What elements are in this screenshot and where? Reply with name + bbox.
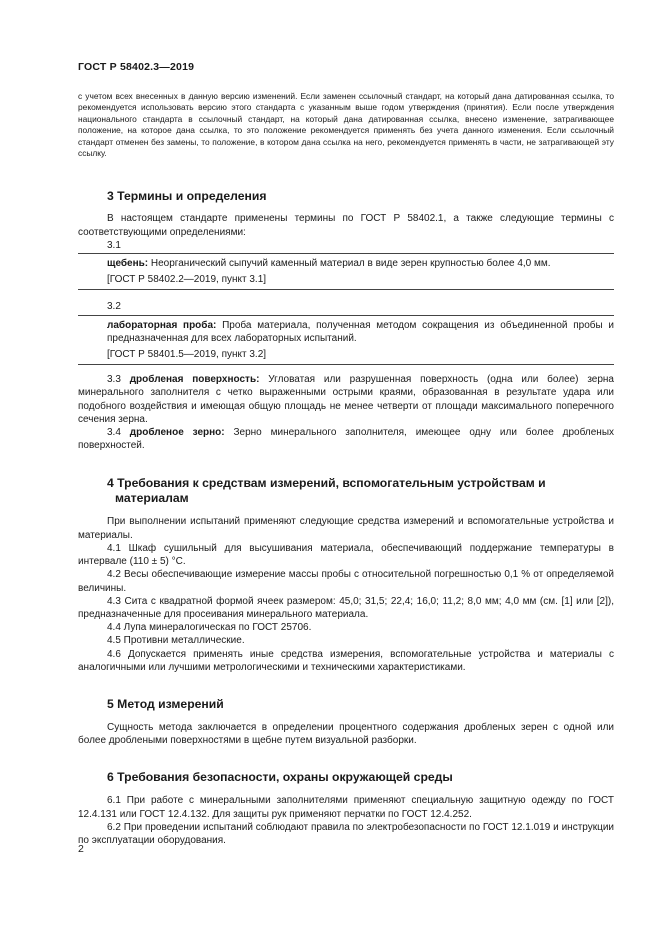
term-source-3-2: [ГОСТ Р 58401.5—2019, пункт 3.2] <box>107 349 267 361</box>
term-number-3-2: 3.2 <box>107 301 121 313</box>
term-definition-3-1 <box>107 257 614 270</box>
standard-header: ГОСТ Р 58402.3—2019 <box>78 61 195 73</box>
term-definition-3-2 <box>107 319 614 345</box>
term-name: щебень: <box>107 258 149 270</box>
intro-text: с учетом всех внесенных в данную версию изменений. Если заменен ссылочный стандарт, на который дана датированная ссылка, то рекомендуется использовать версию этого стандарта с указанным выше годом утверждения (принятия). Если после утверждения национального стандарта в ссылочный стандарт, на который дана датированная ссылка, внесено изменение, затрагивающее положение, на которое дана ссылка, то это положение рекомендуется применять без учета данного изменения. Если ссылочный стандарт отменен без замены, то положение, в котором дана ссылка на него, рекомендуется применять в части, не затрагивающей эту ссылку. <box>78 91 614 159</box>
page-content <box>78 91 614 847</box>
term-def: Угловатая или разрушенная поверхность (одна или более) зерна минерального заполнителя с четко выраженными острыми краями, образованная в результате удара или подобного воздействия и имеющая общую площадь не менее четверти от площади максимального поперечного сечения зерна. <box>78 374 614 425</box>
section-4-paragraph: 4.1 Шкаф сушильный для высушивания материала, обеспечивающий поддержание температуры в интервале (110 ± 5) °С. <box>78 542 614 568</box>
section-5-paragraph: Сущность метода заключается в определении процентного содержания дробленых зерен с одной или более дроблеными поверхностями в щебне путем визуальной разборки. <box>78 721 614 747</box>
section-4-paragraph: 4.2 Весы обеспечивающие измерение массы пробы с относительной погрешностью 0,1 % от определяемой величины. <box>78 569 614 594</box>
term-number: 3.4 <box>107 427 130 439</box>
term-source-3-1: [ГОСТ Р 58402.2—2019, пункт 3.1] <box>107 274 267 286</box>
section-4-paragraph: 4.5 Противни металлические. <box>107 635 245 647</box>
section-6-paragraph: 6.1 При работе с минеральными заполнителями применяют специальную защитную одежду по ГОСТ 12.4.131 или ГОСТ 12.4.132. Для защиты рук применяют перчатки по ГОСТ 12.4.252. <box>78 795 614 820</box>
term-name: лабораторная проба: <box>107 319 217 331</box>
section-4-paragraph: 4.6 Допускается применять иные средства измерения, вспомогательные устройства и материалы с аналогичными или лучшими метрологическими и техническими характеристиками. <box>78 648 614 673</box>
page-number: 2 <box>78 843 84 855</box>
section-6-paragraph: 6.2 При проведении испытаний соблюдают правила по электробезопасности по ГОСТ 12.1.019 и инструкции по эксплуатации оборудования. <box>78 821 614 846</box>
term-box-3-1 <box>78 253 614 290</box>
section-4-title: 4 Требования к средствам измерений, вспомогательным устройствам и материалам <box>107 476 546 506</box>
term-def: Неорганический сыпучий каменный материал в виде зерен крупностью более 4,0 мм. <box>148 258 551 270</box>
section-4-paragraph: При выполнении испытаний применяют следующие средства измерений и вспомогательные устройства и материалы. <box>78 516 614 541</box>
term-box-3-2 <box>78 315 614 366</box>
term-3-3 <box>78 373 614 426</box>
term-number-3-1: 3.1 <box>107 239 121 251</box>
term-name: дробленая поверхность: <box>129 374 260 386</box>
term-name: дробленое зерно: <box>129 427 225 439</box>
section-3-title: 3 Термины и определения <box>107 189 267 204</box>
term-3-4 <box>78 426 614 452</box>
section-4-paragraph: 4.3 Сита с квадратной формой ячеек размером: 45,0; 31,5; 22,4; 16,0; 11,2; 8,0 мм; 4,0 мм (см. [1] или [2]), предназначенные для просеивания минерального материала. <box>78 595 614 620</box>
section-4-paragraph: 4.4 Лупа минералогическая по ГОСТ 25706. <box>107 622 312 634</box>
section-3-lead: В настоящем стандарте применены термины по ГОСТ Р 58402.1, а также следующие термины с соответствующими определениями: <box>78 213 614 238</box>
section-6-title: 6 Требования безопасности, охраны окружающей среды <box>107 770 453 785</box>
intro-paragraph <box>78 91 614 159</box>
term-def: Зерно минерального заполнителя, имеющее одну или более дробленых поверхностей. <box>78 427 615 452</box>
term-def: Проба материала, полученная методом сокращения из объединенной пробы и предназначенная для всех лабораторных испытаний. <box>107 319 614 344</box>
term-number: 3.3 <box>107 374 130 386</box>
section-5-title: 5 Метод измерений <box>107 696 224 711</box>
